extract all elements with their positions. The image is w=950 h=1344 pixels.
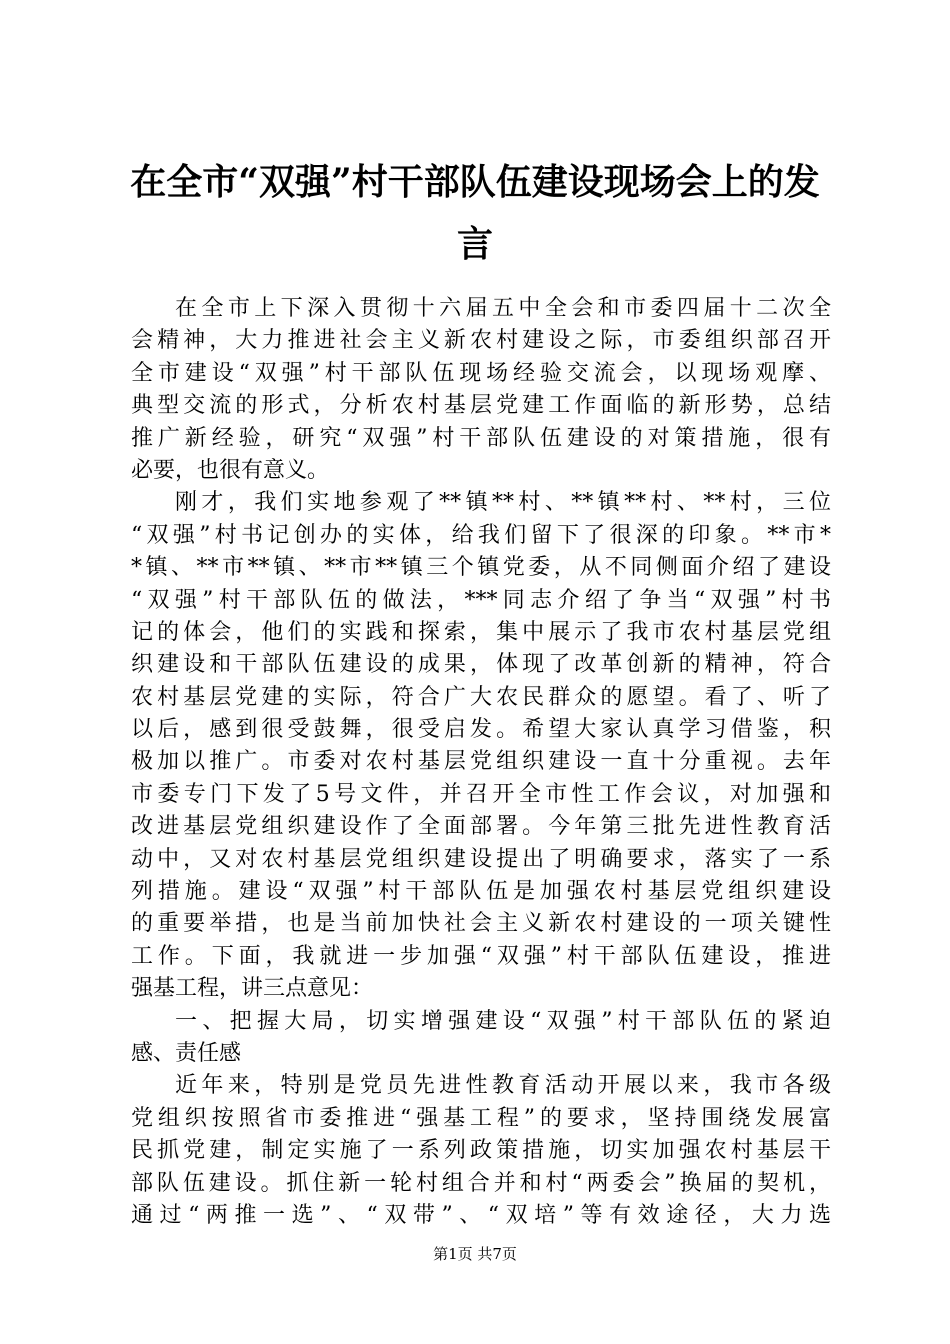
body-line: 工作。下面，我就进一步加强“双强”村干部队伍建设，推进 [131, 943, 831, 969]
body-line: 强基工程，讲三点意见： [131, 976, 374, 1002]
body-line: 一、把握大局，切实增强建设“双强”村干部队伍的紧迫 [175, 1008, 831, 1034]
body-line: 的重要举措，也是当前加快社会主义新农村建设的一项关键性 [131, 911, 831, 937]
body-line: 记的体会，他们的实践和探索，集中展示了我市农村基层党组 [131, 619, 831, 645]
body-line: 市委专门下发了5号文件，并召开全市性工作会议，对加强和 [131, 781, 831, 807]
body-line: 民抓党建，制定实施了一系列政策措施，切实加强农村基层干 [131, 1138, 831, 1164]
body-line: “双强”村书记创办的实体，给我们留下了很深的印象。**市* [131, 522, 831, 548]
body-line: 以后，感到很受鼓舞，很受启发。希望大家认真学习借鉴，积 [131, 717, 831, 743]
body-line: 部队伍建设。抓住新一轮村组合并和村“两委会”换届的契机， [131, 1170, 831, 1196]
page-footer: 第1页 共7页 [433, 1245, 517, 1263]
body-line: 改进基层党组织建设作了全面部署。今年第三批先进性教育活 [131, 814, 831, 840]
document-body [131, 293, 831, 1232]
document-title-line-2: 言 [456, 223, 493, 265]
body-line: 必要，也很有意义。 [131, 457, 330, 483]
body-line: 农村基层党建的实际，符合广大农民群众的愿望。看了、听了 [131, 684, 831, 710]
body-line: 刚才，我们实地参观了**镇**村、**镇**村、**村，三位 [175, 490, 831, 516]
body-line: 在全市上下深入贯彻十六届五中全会和市委四届十二次全 [175, 296, 831, 321]
body-line: *镇、**市**镇、**市**镇三个镇党委，从不同侧面介绍了建设 [131, 555, 831, 581]
body-line: 通过“两推一选”、“双带”、“双培”等有效途径，大力选 [131, 1202, 831, 1228]
body-line: 会精神，大力推进社会主义新农村建设之际，市委组织部召开 [131, 328, 831, 354]
body-line: 感、责任感 [131, 1040, 242, 1066]
document-title-line-1: 在全市“双强”村干部队伍建设现场会上的发 [130, 161, 820, 203]
body-line: 典型交流的形式，分析农村基层党建工作面临的新形势，总结 [131, 393, 831, 419]
body-line: 全市建设“双强”村干部队伍现场经验交流会，以现场观摩、 [131, 360, 831, 386]
body-line: 推广新经验，研究“双强”村干部队伍建设的对策措施，很有 [131, 425, 831, 451]
body-line: 近年来，特别是党员先进性教育活动开展以来，我市各级 [175, 1073, 831, 1099]
body-line: 党组织按照省市委推进“强基工程”的要求，坚持围绕发展富 [131, 1105, 831, 1131]
body-line: 列措施。建设“双强”村干部队伍是加强农村基层党组织建设 [131, 879, 831, 905]
body-line: “双强”村干部队伍的做法，***同志介绍了争当“双强”村书 [131, 587, 831, 613]
body-line: 极加以推广。市委对农村基层党组织建设一直十分重视。去年 [131, 749, 831, 775]
body-line: 织建设和干部队伍建设的成果，体现了改革创新的精神，符合 [131, 652, 831, 678]
body-line: 动中，又对农村基层党组织建设提出了明确要求，落实了一系 [131, 846, 831, 872]
